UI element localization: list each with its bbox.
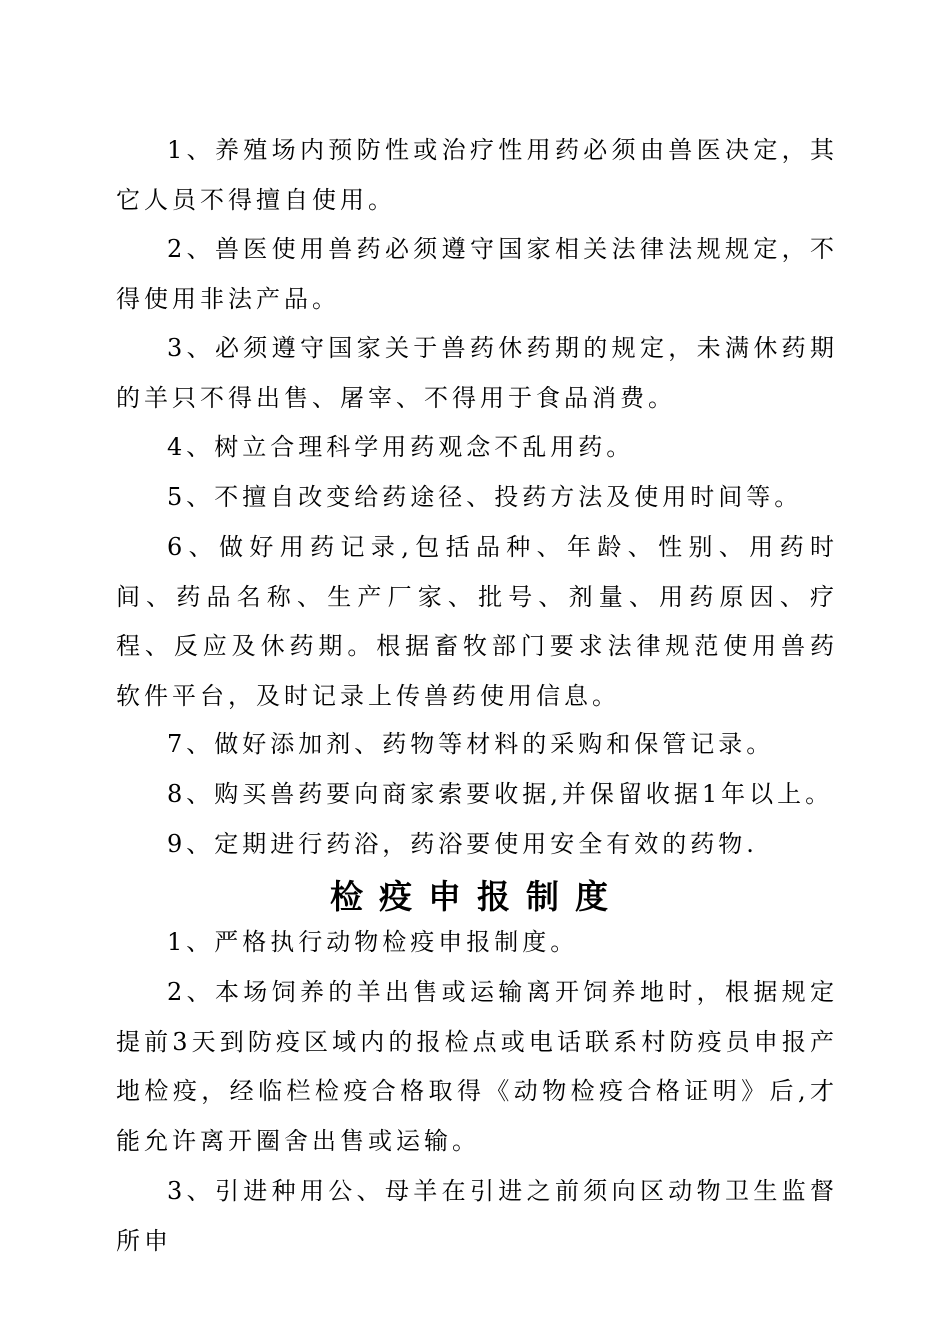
rule-item-3: 3、必须遵守国家关于兽药休药期的规定，未满休药期的羊只不得出售、屠宰、不得用于食品消费。 (116, 334, 838, 412)
rule-item-9: 9、定期进行药浴，药浴要使用安全有效的药物. (167, 830, 758, 858)
quarantine-item-1: 1、严格执行动物检疫申报制度。 (167, 928, 579, 956)
rule-item-1: 1、养殖场内预防性或治疗性用药必须由兽医决定，其它人员不得擅自使用。 (116, 136, 838, 214)
rule-item-5: 5、不擅自改变给药途径、投药方法及使用时间等。 (167, 483, 803, 511)
rule-item-8: 8、购买兽药要向商家索要收据,并保留收据1年以上。 (167, 780, 834, 808)
rule-item-6: 6、做好用药记录,包括品种、年龄、性别、用药时间、药品名称、生产厂家、批号、剂量、用药原因、疗程、反应及休药期。根据畜牧部门要求法律规范使用兽药软件平台，及时记录上传兽药使用信息。 (116, 533, 838, 710)
rule-item-2: 2、兽医使用兽药必须遵守国家相关法律法规规定，不得使用非法产品。 (116, 235, 838, 313)
quarantine-item-3: 3、引进种用公、母羊在引进之前须向区动物卫生监督所申 (116, 1177, 838, 1255)
quarantine-item-2: 2、本场饲养的羊出售或运输离开饲养地时，根据规定提前3天到防疫区域内的报检点或电话联系村防疫员申报产地检疫，经临栏检疫合格取得《动物检疫合格证明》后,才能允许离开圈舍出售或运输。 (116, 978, 838, 1155)
rule-item-4: 4、树立合理科学用药观念不乱用药。 (167, 433, 635, 461)
rule-item-7: 7、做好添加剂、药物等材料的采购和保管记录。 (167, 730, 775, 758)
section-title-quarantine: 检疫申报制度 (330, 877, 624, 916)
